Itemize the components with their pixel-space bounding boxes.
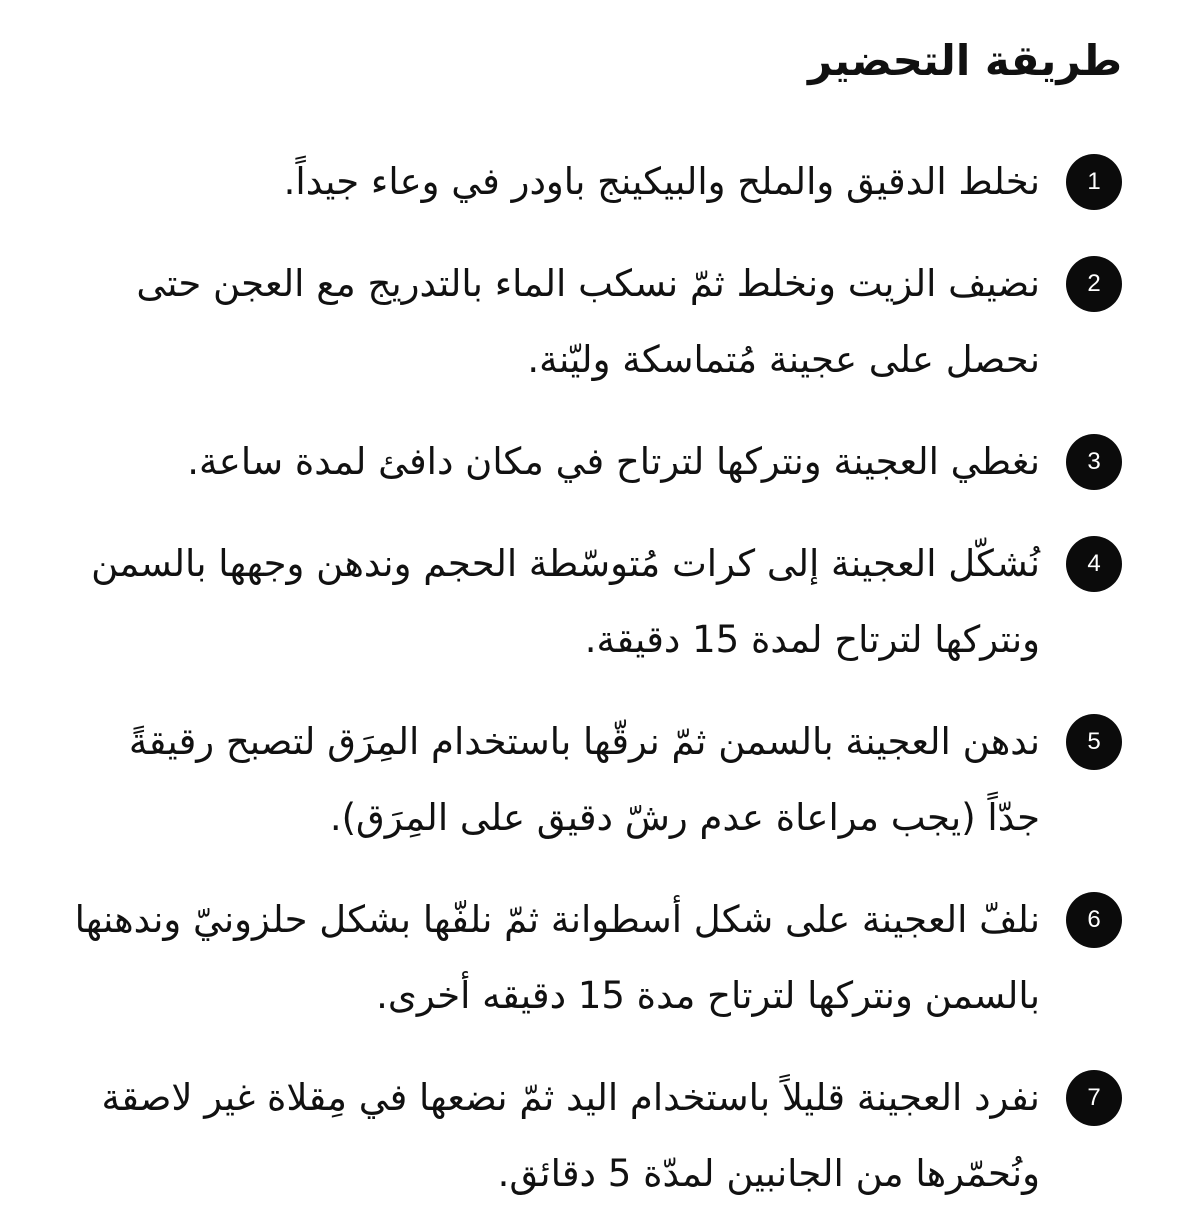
step-item <box>70 246 1122 398</box>
step-text: ندهن العجينة بالسمن ثمّ نرقّها باستخدام المِرَق لتصبح رقيقةً جدّاً (يجب مراعاة عدم رشّ دقيق على المِرَق). <box>128 720 1040 839</box>
step-item <box>70 526 1122 678</box>
step-text: نلفّ العجينة على شكل أسطوانة ثمّ نلفّها بشكل حلزونيّ وندهنها بالسمن ونتركها لترتاح مدة 15 دقيقه أخرى. <box>74 898 1040 1017</box>
step-item <box>70 1060 1122 1212</box>
step-number-badge: 1 <box>1066 154 1122 210</box>
step-item <box>70 424 1122 500</box>
step-text: نضيف الزيت ونخلط ثمّ نسكب الماء بالتدريج مع العجن حتى نحصل على عجينة مُتماسكة وليّنة. <box>136 262 1040 381</box>
step-number-badge: 5 <box>1066 714 1122 770</box>
step-number-badge: 3 <box>1066 434 1122 490</box>
step-item <box>70 882 1122 1034</box>
step-number-badge: 2 <box>1066 256 1122 312</box>
step-text: نُشكّل العجينة إلى كرات مُتوسّطة الحجم وندهن وجهها بالسمن ونتركها لترتاح لمدة 15 دقيقة. <box>91 542 1040 661</box>
step-text: نخلط الدقيق والملح والبيكينج باودر في وعاء جيداً. <box>283 160 1040 203</box>
step-text: نغطي العجينة ونتركها لترتاح في مكان دافئ لمدة ساعة. <box>187 440 1040 483</box>
step-number-badge: 6 <box>1066 892 1122 948</box>
steps-list <box>70 144 1122 1212</box>
step-text: نفرد العجينة قليلاً باستخدام اليد ثمّ نضعها في مِقلاة غير لاصقة ونُحمّرها من الجانبين لمدّة 5 دقائق. <box>101 1076 1040 1195</box>
step-number-badge: 4 <box>1066 536 1122 592</box>
step-number-badge: 7 <box>1066 1070 1122 1126</box>
step-item <box>70 144 1122 220</box>
page-title: طريقة التحضير <box>807 36 1122 85</box>
step-item <box>70 704 1122 856</box>
